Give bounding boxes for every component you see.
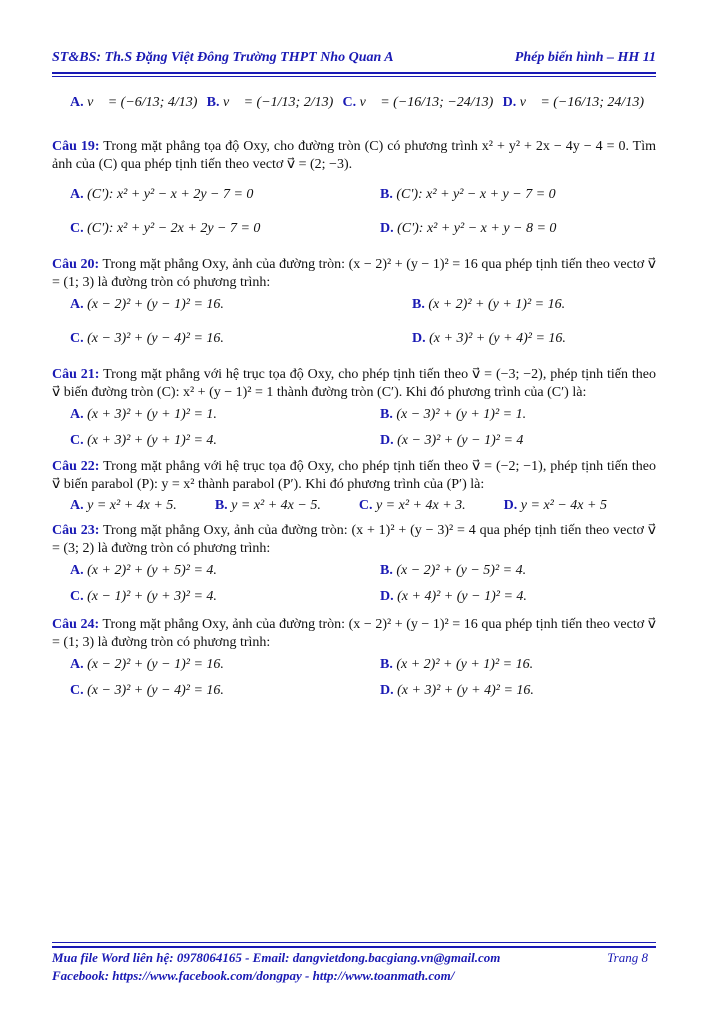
option: C. v⃗ = (−16/13; −24/13) — [342, 95, 494, 110]
question-24 — [52, 616, 656, 704]
options-row: C. (C'): x² + y² − 2x + 2y − 7 = 0 D. (C'): x² + y² − x + y − 8 = 0 — [70, 221, 557, 236]
options-row: C. (x − 1)² + (y + 3)² = 4. D. (x + 4)² + (y − 1)² = 4. — [70, 589, 527, 604]
header-divider-thin — [52, 76, 656, 77]
page-header — [52, 50, 656, 70]
header-divider — [52, 72, 656, 74]
option: A. v⃗ = (−6/13; 4/13) — [70, 95, 198, 110]
footer-contact: Mua file Word liên hệ: 0978064165 - Email: dangvietdong.bacgiang.vn@gmail.com — [52, 950, 501, 965]
question-19 — [52, 138, 656, 242]
question-22 — [52, 458, 656, 518]
footer-divider-thin — [52, 942, 656, 943]
q18-options — [52, 82, 656, 124]
options-row: A. y = x² + 4x + 5. B. y = x² + 4x − 5. C. y = x² + 4x + 3. D. y = x² − 4x + 5 — [70, 498, 607, 513]
question-text: Câu 21: Trong mặt phẳng với hệ trục tọa độ Oxy, cho phép tịnh tiến theo v⃗ = (−3; −2), phép tịnh tiến theo v⃗ biến đường tròn (C): x² + (y − 1)² = 1 thành đường tròn (C′). Khi đó phương trình của (C′) là: — [52, 367, 657, 400]
question-21 — [52, 366, 656, 454]
options-row: C. (x + 3)² + (y + 1)² = 4. D. (x − 3)² + (y − 1)² = 4 — [70, 433, 524, 448]
question-text: Câu 19: Trong mặt phẳng tọa độ Oxy, cho đường tròn (C) có phương trình x² + y² + 2x − 4y − 4 = 0. Tìm ảnh của (C) qua phép tịnh tiến theo vectơ v⃗ = (2; −3). — [52, 139, 657, 172]
footer-divider — [52, 946, 656, 948]
question-20 — [52, 256, 656, 352]
header-author: ST&BS: Th.S Đặng Việt Đông Trường THPT Nho Quan A — [52, 50, 394, 65]
question-text: Câu 24: Trong mặt phẳng Oxy, ảnh của đường tròn: (x − 2)² + (y − 1)² = 16 qua phép tịnh tiến theo vectơ v⃗ = (1; 3) là đường tròn có phương trình: — [52, 617, 656, 650]
option: B. v⃗ = (−1/13; 2/13) — [206, 95, 334, 110]
options-row: A. (C'): x² + y² − x + 2y − 7 = 0 B. (C'): x² + y² − x + y − 7 = 0 — [70, 187, 556, 202]
header-topic: Phép biến hình – HH 11 — [514, 50, 656, 65]
options-row: C. (x − 3)² + (y − 4)² = 16. D. (x + 3)² + (y + 4)² = 16. — [70, 683, 534, 698]
options-row: C. (x − 3)² + (y − 4)² = 16. D. (x + 3)² + (y + 4)² = 16. — [70, 331, 566, 346]
document-body — [52, 82, 656, 704]
footer-links: Facebook: https://www.facebook.com/dongpay - http://www.toanmath.com/ — [52, 968, 455, 983]
question-text: Câu 23: Trong mặt phẳng Oxy, ảnh của đường tròn: (x + 1)² + (y − 3)² = 4 qua phép tịnh tiến theo vectơ v⃗ = (3; 2) là đường tròn có phương trình: — [52, 523, 657, 556]
options-row: A. (x − 2)² + (y − 1)² = 16. B. (x + 2)² + (y + 1)² = 16. — [70, 657, 534, 672]
question-text: Câu 20: Trong mặt phẳng Oxy, ảnh của đường tròn: (x − 2)² + (y − 1)² = 16 qua phép tịnh tiến theo vectơ v⃗ = (1; 3) là đường tròn có phương trình: — [52, 257, 656, 290]
options-row: A. (x + 3)² + (y + 1)² = 1. B. (x − 3)² + (y + 1)² = 1. — [70, 407, 527, 422]
page-number: Trang 8 — [607, 950, 648, 965]
options-row: A. (x + 2)² + (y + 5)² = 4. B. (x − 2)² + (y − 5)² = 4. — [70, 563, 527, 578]
question-text: Câu 22: Trong mặt phẳng với hệ trục tọa độ Oxy, cho phép tịnh tiến theo v⃗ = (−2; −1), phép tịnh tiến theo v⃗ biến parabol (P): y = x² thành parabol (P′). Khi đó phương trình của (P′) là: — [52, 459, 657, 492]
page-footer — [52, 950, 656, 984]
question-23 — [52, 522, 656, 610]
option: D. v⃗ = (−16/13; 24/13) — [502, 95, 644, 110]
options-row: A. (x − 2)² + (y − 1)² = 16. B. (x + 2)² + (y + 1)² = 16. — [70, 297, 566, 312]
